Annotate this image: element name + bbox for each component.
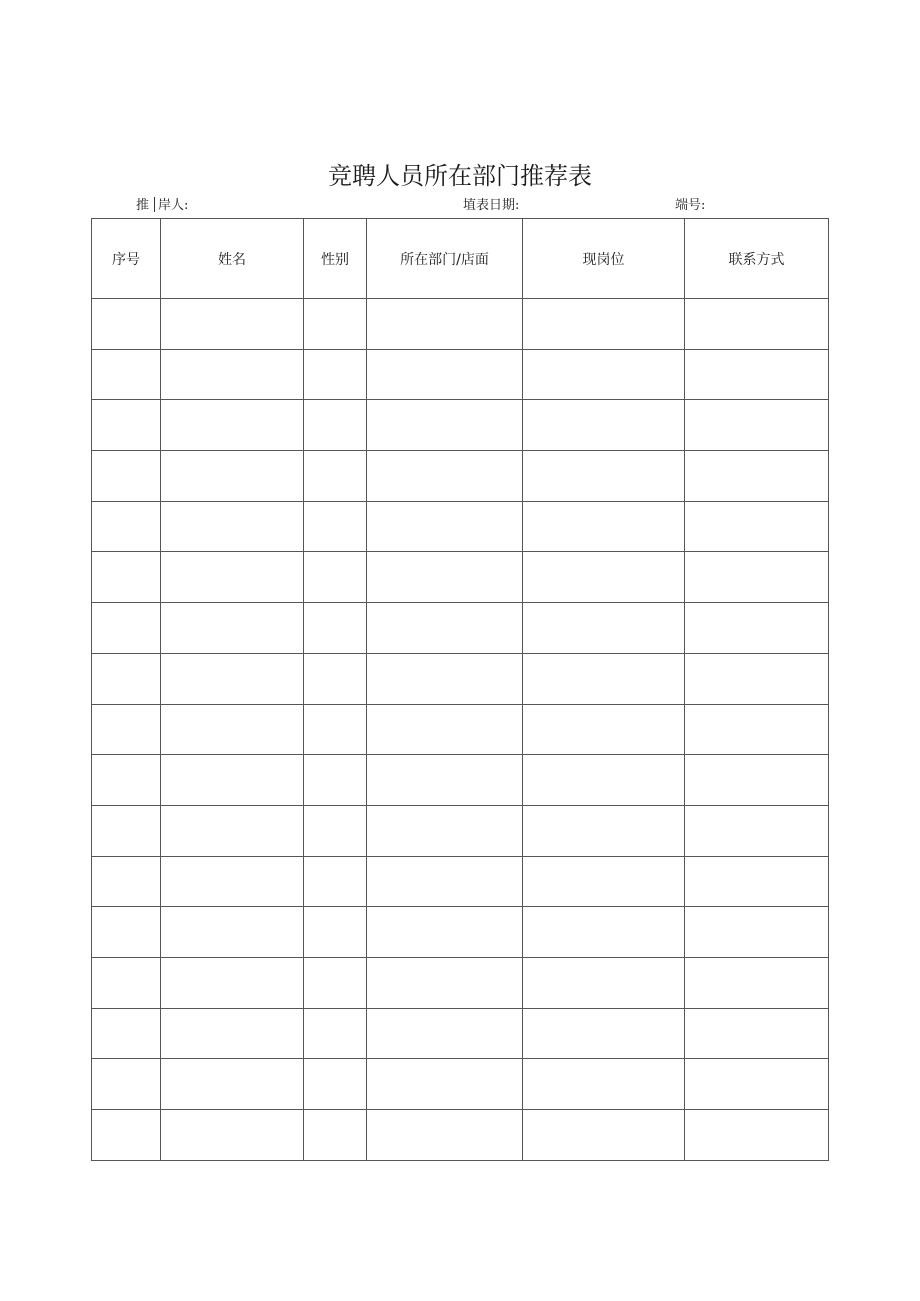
position-cell[interactable]	[523, 1110, 685, 1161]
position-cell[interactable]	[523, 1008, 685, 1059]
serial-cell[interactable]	[92, 349, 161, 400]
gender-cell[interactable]	[304, 755, 367, 806]
contact-cell[interactable]	[685, 907, 829, 958]
position-cell[interactable]	[523, 653, 685, 704]
position-cell[interactable]	[523, 907, 685, 958]
page-title: 竞聘人员所在部门推荐表	[328, 162, 592, 191]
header-gender: 性别	[304, 219, 367, 299]
department-cell[interactable]	[367, 755, 523, 806]
header-contact: 联系方式	[685, 219, 829, 299]
department-cell[interactable]	[367, 501, 523, 552]
department-cell[interactable]	[367, 451, 523, 502]
serial-cell[interactable]	[92, 907, 161, 958]
table-row	[92, 603, 829, 654]
gender-cell[interactable]	[304, 552, 367, 603]
serial-cell[interactable]	[92, 805, 161, 856]
serial-cell[interactable]	[92, 552, 161, 603]
serial-cell[interactable]	[92, 501, 161, 552]
position-cell[interactable]	[523, 552, 685, 603]
gender-cell[interactable]	[304, 501, 367, 552]
table-row	[92, 755, 829, 806]
table-row	[92, 1008, 829, 1059]
header-position: 现岗位	[523, 219, 685, 299]
serial-cell[interactable]	[92, 1059, 161, 1110]
serial-cell[interactable]	[92, 957, 161, 1008]
table-row	[92, 907, 829, 958]
department-cell[interactable]	[367, 1110, 523, 1161]
department-cell[interactable]	[367, 349, 523, 400]
contact-cell[interactable]	[685, 805, 829, 856]
contact-cell[interactable]	[685, 400, 829, 451]
header-name: 姓名	[161, 219, 304, 299]
name-cell[interactable]	[161, 400, 304, 451]
position-cell[interactable]	[523, 704, 685, 755]
contact-cell[interactable]	[685, 299, 829, 350]
serial-cell[interactable]	[92, 755, 161, 806]
gender-cell[interactable]	[304, 349, 367, 400]
gender-cell[interactable]	[304, 957, 367, 1008]
table-row	[92, 451, 829, 502]
table-row	[92, 400, 829, 451]
table-row	[92, 704, 829, 755]
serial-cell[interactable]	[92, 1008, 161, 1059]
contact-cell[interactable]	[685, 653, 829, 704]
name-cell[interactable]	[161, 552, 304, 603]
department-cell[interactable]	[367, 400, 523, 451]
contact-cell[interactable]	[685, 1110, 829, 1161]
name-cell[interactable]	[161, 1110, 304, 1161]
position-cell[interactable]	[523, 856, 685, 907]
table-row	[92, 1059, 829, 1110]
contact-cell[interactable]	[685, 349, 829, 400]
serial-cell[interactable]	[92, 451, 161, 502]
gender-cell[interactable]	[304, 704, 367, 755]
department-cell[interactable]	[367, 957, 523, 1008]
serial-cell[interactable]	[92, 603, 161, 654]
contact-cell[interactable]	[685, 957, 829, 1008]
gender-cell[interactable]	[304, 451, 367, 502]
position-cell[interactable]	[523, 957, 685, 1008]
position-cell[interactable]	[523, 501, 685, 552]
position-cell[interactable]	[523, 1059, 685, 1110]
position-cell[interactable]	[523, 400, 685, 451]
serial-cell[interactable]	[92, 704, 161, 755]
gender-cell[interactable]	[304, 1059, 367, 1110]
position-cell[interactable]	[523, 349, 685, 400]
table-header-row	[92, 219, 829, 299]
contact-cell[interactable]	[685, 856, 829, 907]
contact-cell[interactable]	[685, 755, 829, 806]
table-row	[92, 1110, 829, 1161]
position-cell[interactable]	[523, 451, 685, 502]
number-field	[675, 197, 705, 215]
recommender-label-a: 推	[136, 198, 150, 213]
table-row	[92, 805, 829, 856]
gender-cell[interactable]	[304, 805, 367, 856]
table-row	[92, 299, 829, 350]
department-cell[interactable]	[367, 704, 523, 755]
recommendation-table	[91, 218, 829, 1161]
fill-date-field	[463, 197, 519, 215]
name-cell[interactable]	[161, 1059, 304, 1110]
name-cell[interactable]	[161, 451, 304, 502]
department-cell[interactable]	[367, 299, 523, 350]
number-label: 端号:	[675, 198, 706, 213]
recommender-label-b: 岸人:	[158, 198, 189, 213]
table-row	[92, 653, 829, 704]
header-department: 所在部门/店面	[367, 219, 523, 299]
position-cell[interactable]	[523, 603, 685, 654]
serial-cell[interactable]	[92, 856, 161, 907]
table-row	[92, 957, 829, 1008]
name-cell[interactable]	[161, 1008, 304, 1059]
position-cell[interactable]	[523, 805, 685, 856]
department-cell[interactable]	[367, 856, 523, 907]
gender-cell[interactable]	[304, 1008, 367, 1059]
gender-cell[interactable]	[304, 856, 367, 907]
name-cell[interactable]	[161, 957, 304, 1008]
contact-cell[interactable]	[685, 1008, 829, 1059]
department-cell[interactable]	[367, 1059, 523, 1110]
gender-cell[interactable]	[304, 907, 367, 958]
name-cell[interactable]	[161, 805, 304, 856]
department-cell[interactable]	[367, 805, 523, 856]
contact-cell[interactable]	[685, 704, 829, 755]
contact-cell[interactable]	[685, 451, 829, 502]
gender-cell[interactable]	[304, 1110, 367, 1161]
serial-cell[interactable]	[92, 653, 161, 704]
name-cell[interactable]	[161, 501, 304, 552]
contact-cell[interactable]	[685, 1059, 829, 1110]
department-cell[interactable]	[367, 552, 523, 603]
name-cell[interactable]	[161, 299, 304, 350]
department-cell[interactable]	[367, 1008, 523, 1059]
serial-cell[interactable]	[92, 299, 161, 350]
department-cell[interactable]	[367, 603, 523, 654]
serial-cell[interactable]	[92, 400, 161, 451]
gender-cell[interactable]	[304, 299, 367, 350]
contact-cell[interactable]	[685, 552, 829, 603]
table-row	[92, 349, 829, 400]
position-cell[interactable]	[523, 755, 685, 806]
gender-cell[interactable]	[304, 603, 367, 654]
contact-cell[interactable]	[685, 501, 829, 552]
field-separator	[154, 197, 155, 212]
table-row	[92, 856, 829, 907]
gender-cell[interactable]	[304, 653, 367, 704]
name-cell[interactable]	[161, 704, 304, 755]
header-serial: 序号	[92, 219, 161, 299]
serial-cell[interactable]	[92, 1110, 161, 1161]
gender-cell[interactable]	[304, 400, 367, 451]
fill-date-label: 埴表日期:	[463, 198, 520, 213]
name-cell[interactable]	[161, 349, 304, 400]
name-cell[interactable]	[161, 856, 304, 907]
table-body	[92, 299, 829, 1161]
name-cell[interactable]	[161, 603, 304, 654]
department-cell[interactable]	[367, 907, 523, 958]
recommender-field	[136, 197, 188, 215]
name-cell[interactable]	[161, 907, 304, 958]
position-cell[interactable]	[523, 299, 685, 350]
table-row	[92, 501, 829, 552]
name-cell[interactable]	[161, 653, 304, 704]
department-cell[interactable]	[367, 653, 523, 704]
table-row	[92, 552, 829, 603]
contact-cell[interactable]	[685, 603, 829, 654]
name-cell[interactable]	[161, 755, 304, 806]
